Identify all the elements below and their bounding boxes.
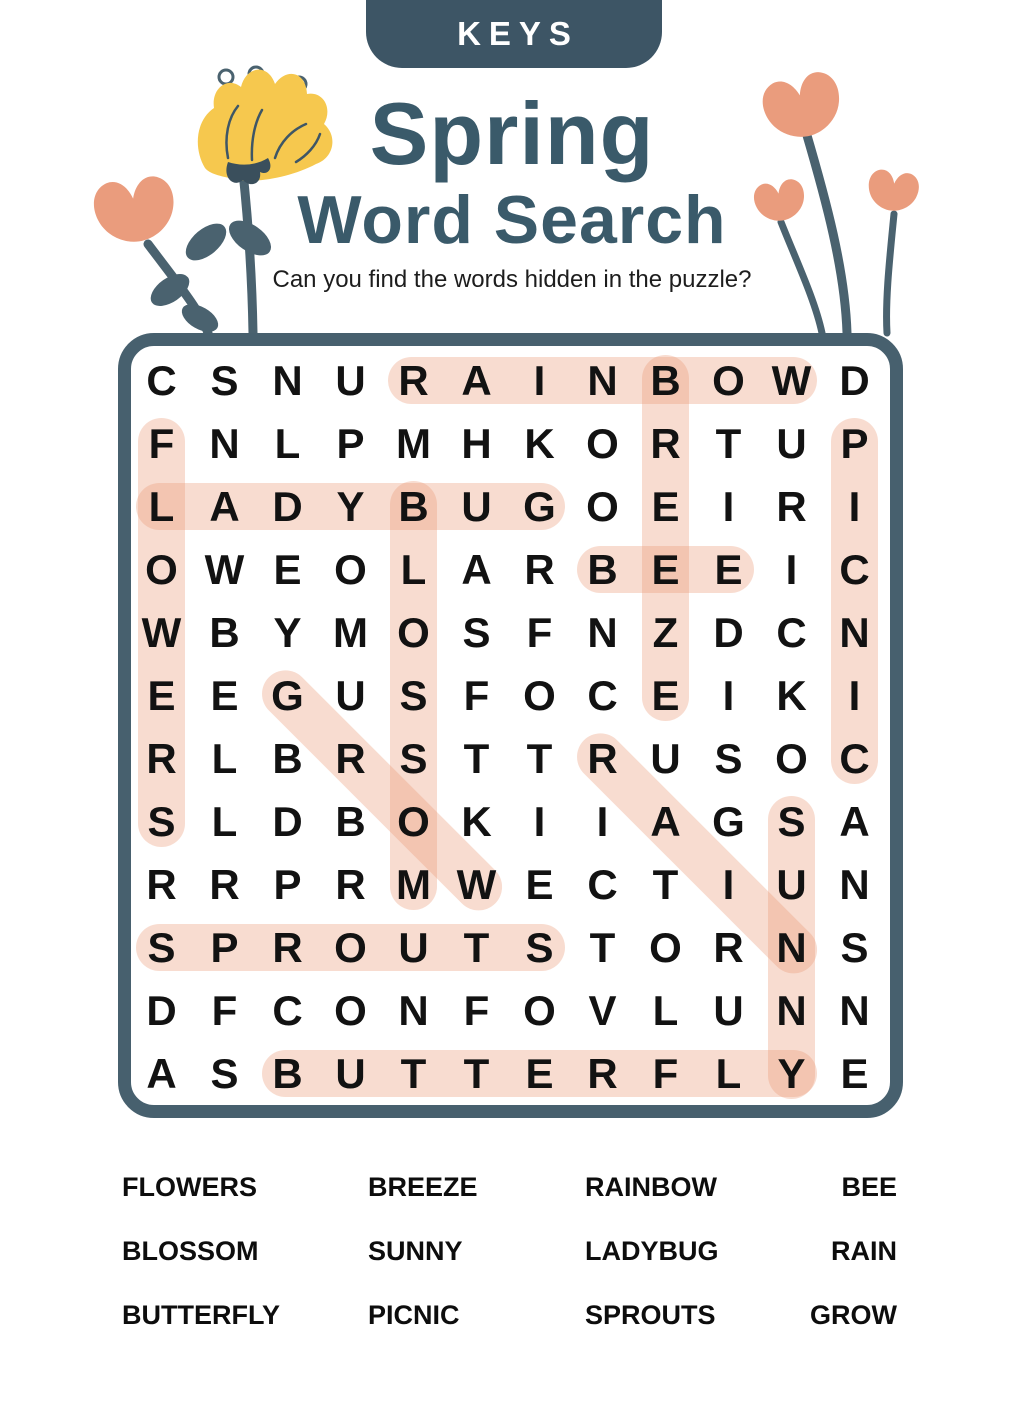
word-list-item: FLOWERS [122,1172,257,1202]
grid-letter: S [147,798,176,845]
grid-letter: O [523,987,556,1034]
page-subtitle-title: Word Search [297,182,727,258]
grid-letter: R [587,1050,618,1097]
grid-letter: O [397,798,430,845]
grid-letter: T [715,420,742,467]
grid-letter: O [775,735,808,782]
instruction-text: Can you find the words hidden in the puzzle? [272,266,752,293]
grid-letter: C [839,546,870,593]
grid-letter: P [840,420,869,467]
grid-letter: Y [777,1050,806,1097]
grid-letter: I [722,672,735,719]
word-list [122,1172,897,1372]
grid-letter: C [587,672,618,719]
grid-letter: U [398,924,429,971]
grid-letter: B [587,546,618,593]
grid-letter: U [461,483,492,530]
grid-letter: T [463,924,490,971]
grid-letter: E [525,1050,554,1097]
grid-letter: S [147,924,176,971]
grid-letter: N [587,357,618,404]
grid-letter: I [722,483,735,530]
grid-letter: E [210,672,239,719]
grid-letter: T [463,735,490,782]
grid-letter: S [399,672,428,719]
grid-letter: N [839,609,870,656]
grid-letter: R [146,735,177,782]
grid-letter: D [713,609,744,656]
grid-letter: C [146,357,177,404]
grid-letter: P [273,861,302,908]
word-list-item: SPROUTS [585,1300,716,1330]
grid-letter: F [463,672,490,719]
grid-letter: G [523,483,556,530]
word-list-item: LADYBUG [585,1236,719,1266]
grid-letter: R [272,924,303,971]
grid-letter: H [461,420,492,467]
grid-letter: L [211,735,238,782]
grid-letter: E [651,672,680,719]
grid-letter: B [272,735,303,782]
grid-letter: S [840,924,869,971]
grid-letter: N [839,861,870,908]
grid-letter: B [272,1050,303,1097]
word-list-item: RAINBOW [585,1172,717,1202]
word-list-item: SUNNY [368,1236,463,1266]
word-list-item: PICNIC [368,1300,460,1330]
word-list-item: BEE [841,1172,897,1202]
grid-letter: B [335,798,366,845]
grid-letter: V [588,987,617,1034]
grid-letter: W [456,861,497,908]
grid-letter: Y [336,483,365,530]
grid-letter: U [650,735,681,782]
grid-letter: N [209,420,240,467]
grid-letter: A [461,546,492,593]
grid-letter: S [777,798,806,845]
grid-letter: R [587,735,618,782]
grid-letter: W [141,609,182,656]
grid-letter: M [333,609,368,656]
word-list-row [122,1300,897,1330]
grid-letter: R [146,861,177,908]
word-list-row [122,1172,897,1202]
keys-badge-label: KEYS [457,15,579,52]
grid-letter: W [771,357,812,404]
grid-letter: C [839,735,870,782]
grid-letter: U [335,357,366,404]
grid-letter: U [776,420,807,467]
grid-letter: E [525,861,554,908]
grid-letter: G [271,672,304,719]
grid-letter: T [463,1050,490,1097]
grid-letter: F [463,987,490,1034]
grid-letter: R [398,357,429,404]
grid-letter: K [776,672,807,719]
grid-letter: S [399,735,428,782]
word-list-item: RAIN [831,1236,897,1266]
grid-letter: S [714,735,743,782]
grid-letter: M [396,861,431,908]
grid-letter: I [533,798,546,845]
page-title: Spring [369,84,655,183]
grid-letter: N [776,924,807,971]
grid-letter: R [776,483,807,530]
grid-letter: N [272,357,303,404]
grid-letter: S [525,924,554,971]
grid-letter: E [714,546,743,593]
grid-letter: E [651,546,680,593]
grid-letter: O [397,609,430,656]
grid-letter: F [526,609,553,656]
grid-letter: U [776,861,807,908]
grid-letter: D [272,483,303,530]
grid-letter: N [776,987,807,1034]
grid-letter: O [334,924,367,971]
grid-letter: B [650,357,681,404]
grid-letter: M [396,420,431,467]
grid-letter: E [273,546,302,593]
grid-letter: Z [652,609,679,656]
grid-letter: E [651,483,680,530]
puzzle-grid [118,333,903,1118]
grid-letter: N [839,987,870,1034]
grid-letter: L [715,1050,742,1097]
grid-letter: C [587,861,618,908]
leaf-icon [177,298,223,337]
grid-letter: A [209,483,240,530]
grid-letter: I [848,672,861,719]
grid-letter: I [596,798,609,845]
grid-letter: S [210,357,239,404]
grid-letter: K [461,798,492,845]
grid-letter: W [204,546,245,593]
grid-letter: C [776,609,807,656]
grid-letter: L [400,546,427,593]
grid-letter: R [209,861,240,908]
grid-letter: I [722,861,735,908]
word-list-item: BLOSSOM [122,1236,259,1266]
stamen-tip-icon [219,70,233,84]
grid-letter: U [335,1050,366,1097]
grid-letter: O [334,987,367,1034]
word-list-item: BREEZE [368,1172,478,1202]
grid-letter: R [335,861,366,908]
grid-letter: Y [273,609,302,656]
grid-letter: G [712,798,745,845]
grid-letter: I [785,546,798,593]
grid-letter: R [524,546,555,593]
grid-letter: B [209,609,240,656]
grid-letter: L [148,483,175,530]
grid-letter: D [839,357,870,404]
grid-letter: U [335,672,366,719]
grid-letter: B [398,483,429,530]
grid-letter: O [586,420,619,467]
grid-letter: T [400,1050,427,1097]
grid-letter: D [272,798,303,845]
grid-letter: A [650,798,681,845]
grid-letter: O [586,483,619,530]
grid-letter: E [147,672,176,719]
grid-letter: S [210,1050,239,1097]
word-list-item: BUTTERFLY [122,1300,281,1330]
grid-letter: O [145,546,178,593]
grid-letter: I [848,483,861,530]
grid-letter: F [211,987,238,1034]
grid-letter: S [462,609,491,656]
grid-letter: E [840,1050,869,1097]
grid-letter: R [335,735,366,782]
grid-letter: P [210,924,239,971]
grid-letter: P [336,420,365,467]
grid-letter: A [461,357,492,404]
grid-letter: L [652,987,679,1034]
grid-letter: L [211,798,238,845]
grid-letter: F [148,420,175,467]
keys-badge [366,0,662,68]
grid-letter: R [713,924,744,971]
word-list-item: GROW [810,1300,897,1330]
grid-letter: T [652,861,679,908]
grid-letter: R [650,420,681,467]
grid-letter: T [589,924,616,971]
grid-letter: L [274,420,301,467]
grid-letter: C [272,987,303,1034]
grid-letter: O [523,672,556,719]
word-list-row [122,1236,897,1266]
grid-letter: K [524,420,555,467]
grid-letter: F [652,1050,679,1097]
grid-letter: T [526,735,553,782]
grid-letter: N [587,609,618,656]
grid-letter: O [712,357,745,404]
grid-letter: N [398,987,429,1034]
grid-letter: O [334,546,367,593]
grid-letter: A [146,1050,177,1097]
grid-letter: I [533,357,546,404]
grid-letter: A [839,798,870,845]
grid-letter: O [649,924,682,971]
grid-letter: D [146,987,177,1034]
letter-grid [131,346,890,1105]
grid-letter: U [713,987,744,1034]
